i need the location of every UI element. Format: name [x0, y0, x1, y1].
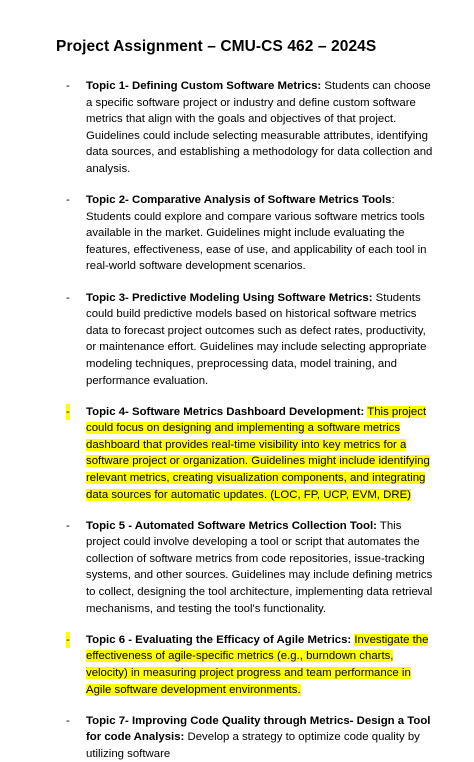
topic-body-highlighted: Investigate the effectiveness of agile-specific metrics (e.g., burndown charts, velocity) in measuring project progress and team performance in Agile software development environments. [86, 633, 429, 696]
topic-item-1 [56, 78, 434, 178]
bullet-dash: - [66, 291, 70, 304]
bullet-dash: - [66, 194, 70, 207]
topic-heading: Topic 1- Defining Custom Software Metrics: [86, 80, 322, 92]
topic-body: Students can choose a specific software project or industry and define custom software metrics that align with the goals and objectives of that project. Guidelines could include selecting measurable attributes, identifying data sources, and establishing a methodology for data collection and analysis. [86, 80, 433, 175]
topic-heading: Topic 6 - Evaluating the Efficacy of Agile Metrics: [86, 633, 352, 646]
bullet-dash: - [66, 714, 70, 727]
topic-body: Develop a strategy to optimize code quality by utilizing software [86, 731, 420, 760]
bullet-dash: - [66, 80, 70, 92]
topic-body: Students could build predictive models based on historical software metrics data to forecast project outcomes such as defect rates, productivity, or maintenance effort. Guidelines may include selecting appropriate modeling techniques, preprocessing data, model training, and performance evaluation. [86, 291, 427, 387]
bullet-dash: - [66, 632, 70, 649]
topic-item-4 [56, 404, 434, 504]
topic-heading: Topic 5 - Automated Software Metrics Collection Tool: [86, 519, 377, 532]
topic-item-6 [56, 632, 434, 698]
topic-item-3 [56, 290, 434, 390]
topic-body: : Students could explore and compare various software metrics tools available in the market. Guidelines might include evaluating the features, effectiveness, ease of use, and applicability of each tool in real-world software development scenarios. [86, 194, 427, 273]
topic-heading: Topic 3- Predictive Modeling Using Software Metrics: [86, 291, 373, 304]
topic-heading: Topic 7- Improving Code Quality through Metrics- Design a Tool for code Analysis: [86, 714, 431, 744]
bullet-dash: - [66, 404, 70, 421]
topic-item-2 [56, 192, 434, 275]
topic-item-7 [56, 713, 434, 762]
topic-body-highlighted: This project could focus on designing and implementing a software metrics dashboard that provides real-time visibility into key metrics for a software project or organization. Guidelines might include identifying relevant metrics, creating visualization components, and integrating data sources for automatic updates. (LOC, FP, UCP, EVM, DRE) [86, 405, 430, 501]
page-title: Project Assignment – CMU-CS 462 – 2024S [56, 38, 377, 55]
bullet-dash: - [66, 519, 70, 532]
topic-heading: Topic 2- Comparative Analysis of Software Metrics Tools [86, 194, 392, 207]
topic-heading: Topic 4- Software Metrics Dashboard Development: [86, 405, 365, 418]
topic-item-5 [56, 518, 434, 618]
topic-body: This project could involve developing a tool or script that automates the collection of software metrics from code repositories, issue-tracking systems, and other sources. Guidelines may include defining metrics to collect, designing the tool architecture, implementing data retrieval mechanisms, and testing the tool's functionality. [86, 519, 433, 615]
